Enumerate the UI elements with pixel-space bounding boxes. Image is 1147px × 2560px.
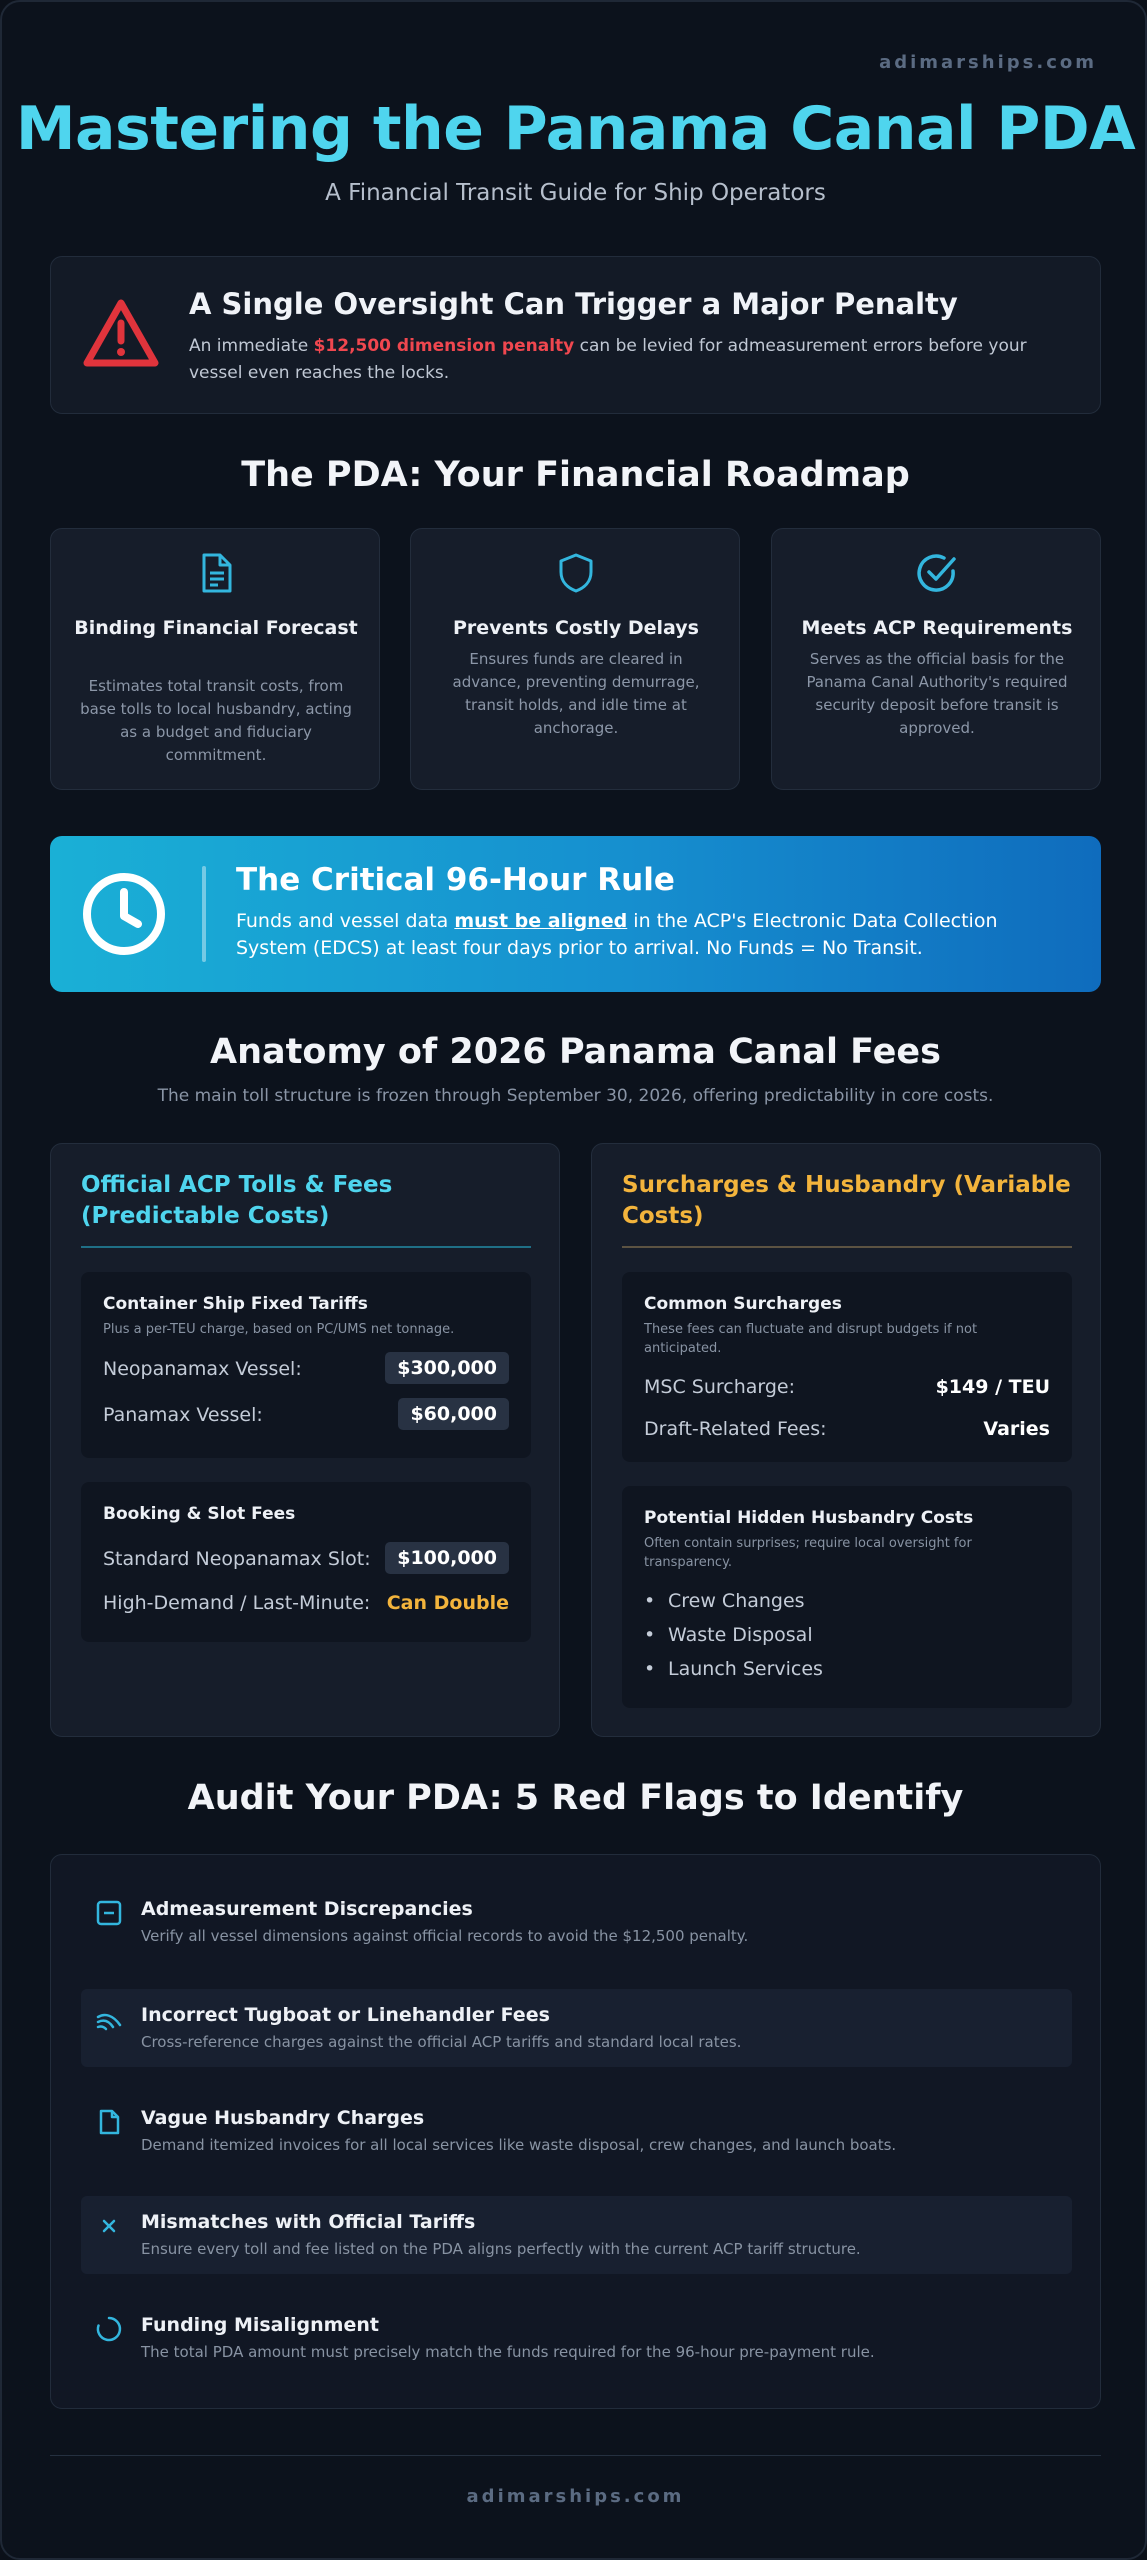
fee-label: MSC Surcharge:: [644, 1376, 796, 1398]
flag-description: Ensure every toll and fee listed on the PDA aligns perfectly with the current ACP tariff structure.: [141, 2240, 861, 2258]
fee-label: Panamax Vessel:: [103, 1404, 263, 1426]
list-item: [81, 1989, 1072, 2067]
card-title: Meets ACP Requirements: [801, 617, 1073, 639]
box-title: Potential Hidden Husbandry Costs: [644, 1508, 974, 1528]
flag-description: Verify all vessel dimensions against official records to avoid the $12,500 penalty.: [141, 1927, 749, 1945]
flag-description: The total PDA amount must precisely match the funds required for the 96-hour pre-payment rule.: [141, 2343, 875, 2361]
official-fees-panel: [50, 1143, 560, 1737]
audit-title: Audit Your PDA: 5 Red Flags to Identify: [187, 1778, 964, 1818]
flag-description: Cross-reference charges against the official ACP tariffs and standard local rates.: [141, 2033, 742, 2051]
clock-icon: [80, 870, 168, 958]
footer-divider: [50, 2455, 1101, 2456]
box-note: Plus a per-TEU charge, based on PC/UMS net tonnage.: [103, 1322, 455, 1337]
flag-title: Vague Husbandry Charges: [141, 2107, 425, 2129]
panel-divider: [622, 1246, 1072, 1248]
husbandry-item: [644, 1590, 805, 1612]
list-item: [81, 1883, 1072, 1961]
card-description: Serves as the official basis for the Panama Canal Authority's required security deposit before transit is approved.: [806, 650, 1068, 737]
flag-title: Admeasurement Discrepancies: [141, 1898, 473, 1920]
husbandry-box: [622, 1486, 1072, 1708]
fixed-tariffs-box: [81, 1272, 531, 1458]
loading-circle-icon: [95, 2315, 123, 2343]
ship-wake-icon: [95, 2005, 123, 2033]
bullet-dot: •: [644, 1590, 656, 1612]
flag-title: Incorrect Tugboat or Linehandler Fees: [141, 2004, 550, 2026]
husbandry-item-label: Launch Services: [668, 1658, 823, 1680]
list-item: [81, 2196, 1072, 2274]
alert-text-before: An immediate: [189, 336, 314, 356]
card-description: Estimates total transit costs, from base tolls to local husbandry, acting as a budget and fiduciary commitment.: [80, 677, 352, 764]
document-icon: [194, 551, 238, 595]
fee-label: Neopanamax Vessel:: [103, 1358, 302, 1380]
husbandry-item-label: Waste Disposal: [668, 1624, 813, 1646]
surcharges-box: [622, 1272, 1072, 1462]
check-circle-icon: [915, 551, 959, 595]
roadmap-card-forecast: [50, 528, 380, 790]
banner-divider: [202, 866, 206, 962]
bullet-dot: •: [644, 1658, 656, 1680]
penalty-alert: [50, 256, 1101, 414]
fees-title: Anatomy of 2026 Panama Canal Fees: [210, 1032, 941, 1072]
penalty-amount: $12,500 dimension penalty: [313, 336, 575, 356]
rule-text: [236, 908, 1066, 962]
flag-title: Funding Misalignment: [141, 2314, 379, 2336]
alert-text: [189, 333, 1069, 387]
page-title: Mastering the Panama Canal PDA: [15, 94, 1136, 164]
card-title: Binding Financial Forecast: [74, 617, 358, 639]
fee-value: $60,000: [398, 1398, 509, 1430]
booking-fees-box: [81, 1482, 531, 1642]
shield-icon: [554, 551, 598, 595]
box-title: Common Surcharges: [644, 1294, 842, 1314]
roadmap-title: The PDA: Your Financial Roadmap: [241, 455, 910, 495]
file-icon: [95, 2108, 123, 2136]
alert-text-after: can be levied for admeasurement errors before your vessel even reaches the locks.: [189, 336, 1027, 383]
flag-title: Mismatches with Official Tariffs: [141, 2211, 476, 2233]
red-flags-list: [50, 1854, 1101, 2409]
husbandry-item: [644, 1658, 823, 1680]
fee-label: Standard Neopanamax Slot:: [103, 1548, 371, 1570]
box-title: Booking & Slot Fees: [103, 1504, 296, 1524]
fee-value: $149 / TEU: [935, 1376, 1050, 1398]
husbandry-item: [644, 1624, 813, 1646]
card-title: Prevents Costly Delays: [453, 617, 699, 639]
box-note: These fees can fluctuate and disrupt budgets if not anticipated.: [644, 1322, 978, 1356]
fee-label: High-Demand / Last-Minute:: [103, 1592, 371, 1614]
roadmap-card-delays: [410, 528, 740, 790]
page-subtitle: A Financial Transit Guide for Ship Operators: [325, 180, 826, 206]
fee-value: Can Double: [386, 1592, 509, 1614]
rule-text-after: in the ACP's Electronic Data Collection System (EDCS) at least four days prior to arrival. No Funds = No Transit.: [236, 910, 998, 959]
roadmap-card-acp: [771, 528, 1101, 790]
rule-emphasis: must be aligned: [454, 910, 628, 932]
minus-square-icon: [95, 1899, 123, 1927]
rule-banner: [50, 836, 1101, 992]
fee-value: $100,000: [385, 1542, 509, 1574]
rule-text-before: Funds and vessel data: [236, 910, 455, 932]
variable-costs-panel: [591, 1143, 1101, 1737]
box-title: Container Ship Fixed Tariffs: [103, 1294, 368, 1314]
husbandry-item-label: Crew Changes: [668, 1590, 805, 1612]
panel-divider: [81, 1246, 531, 1248]
brand-header[interactable]: adimarships.com: [879, 52, 1097, 73]
card-description: Ensures funds are cleared in advance, preventing demurrage, transit holds, and idle time at anchorage.: [452, 650, 700, 737]
bullet-dot: •: [644, 1624, 656, 1646]
panel-title: Official ACP Tolls & Fees (Predictable Costs): [81, 1172, 393, 1229]
fee-value: Varies: [983, 1418, 1050, 1440]
list-item: [81, 2092, 1072, 2170]
x-icon: [95, 2212, 123, 2240]
fee-label: Draft-Related Fees:: [644, 1418, 827, 1440]
fees-subtitle: The main toll structure is frozen through September 30, 2026, offering predictability in core costs.: [157, 1086, 994, 1106]
list-item: [81, 2299, 1072, 2377]
warning-triangle-icon: [83, 297, 159, 369]
box-note: Often contain surprises; require local oversight for transparency.: [644, 1536, 972, 1570]
flag-description: Demand itemized invoices for all local services like waste disposal, crew changes, and launch boats.: [141, 2136, 897, 2154]
rule-title: The Critical 96-Hour Rule: [236, 862, 675, 898]
brand-footer[interactable]: adimarships.com: [466, 2486, 685, 2507]
alert-title: A Single Oversight Can Trigger a Major Penalty: [189, 287, 958, 321]
fee-value: $300,000: [385, 1352, 509, 1384]
panel-title: Surcharges & Husbandry (Variable Costs): [622, 1172, 1071, 1229]
